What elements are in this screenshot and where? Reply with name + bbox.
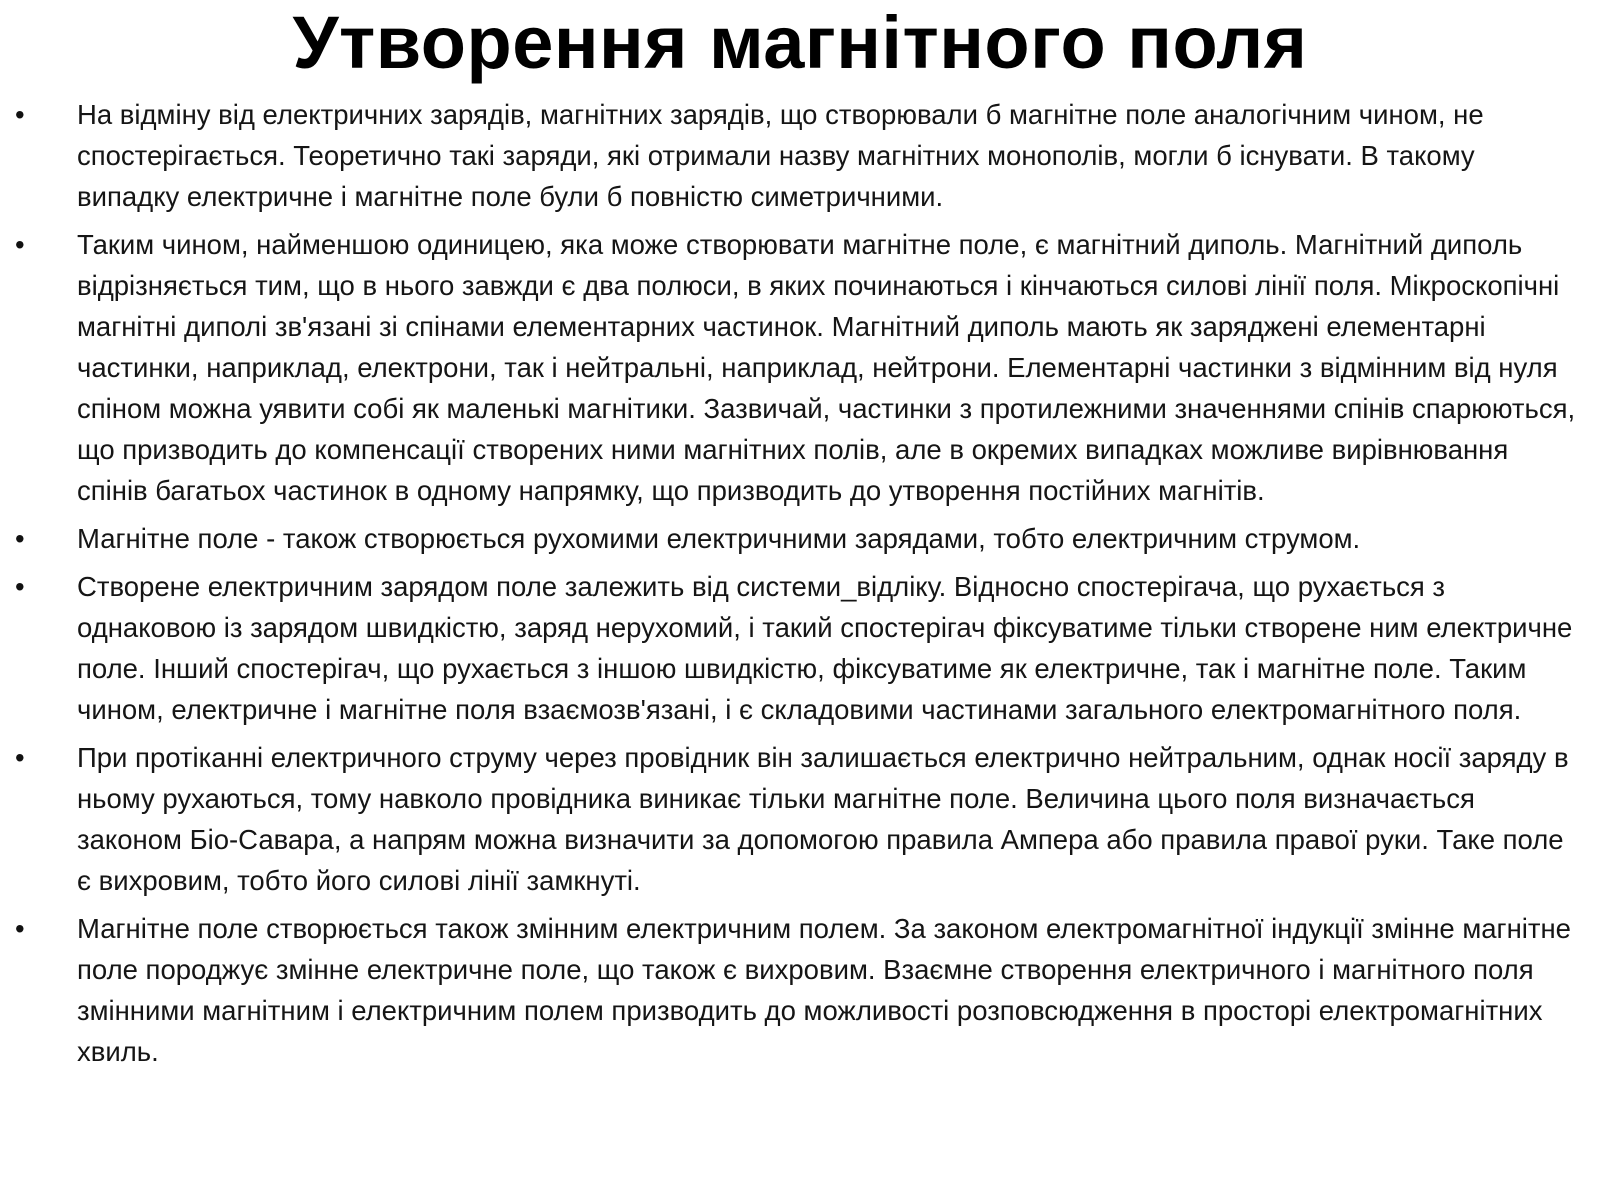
bullet-paragraph-1 [0,94,1600,217]
bullet-dot-icon: • [15,229,25,260]
paragraph-text: На відміну від електричних зарядів, магнітних зарядів, що створювали б магнітне поле аналогічним чином, не спостерігається. Теоретично такі заряди, які отримали назву магнітних монополів, могли б існувати. В такому випадку електричне і магнітне поле були б повністю симетричними. [77,99,1484,212]
bullet-paragraph-4 [0,566,1600,730]
bullet-paragraph-5 [0,737,1600,901]
bullet-dot-icon: • [15,523,25,554]
bullet-paragraph-6 [0,908,1600,1072]
bullet-paragraph-2 [0,224,1600,511]
paragraph-text: При протіканні електричного струму через провідник він залишається електрично нейтральним, однак носії заряду в ньому рухаються, тому навколо провідника виникає тільки магнітне поле. Величина цього поля визначається законом Біо-Савара, а напрям можна визначити за допомогою правила Ампера або правила правої руки. Таке поле є вихровим, тобто його силові лінії замкнуті. [77,742,1569,896]
paragraph-text: Таким чином, найменшою одиницею, яка може створювати магнітне поле, є магнітний диполь. Магнітний диполь відрізняється тим, що в нього завжди є два полюси, в яких починаються і кінчаються силові лінії поля. Мікроскопічні магнітні диполі зв'язані зі спінами елементарних частинок. Магнітний диполь мають як заряджені елементарні частинки, наприклад, електрони, так і нейтральні, наприклад, нейтрони. Елементарні частинки з відмінним від нуля спіном можна уявити собі як маленькі магнітики. Зазвичай, частинки з протилежними значеннями спінів спарюються, що призводить до компенсації створених ними магнітних полів, але в окремих випадках можливе вирівнювання спінів багатьох частинок в одному напрямку, що призводить до утворення постійних магнітів. [77,229,1576,506]
bullet-dot-icon: • [15,913,25,944]
paragraph-text: Магнітне поле - також створюється рухомими електричними зарядами, тобто електричним струмом. [77,523,1361,554]
bullet-dot-icon: • [15,99,25,130]
bullet-list [0,94,1600,1079]
bullet-paragraph-3 [0,518,1600,559]
paragraph-text: Створене електричним зарядом поле залежить від системи_відліку. Відносно спостерігача, що рухається з однаковою із зарядом швидкістю, заряд нерухомий, і такий спостерігач фіксуватиме тільки створене ним електричне поле. Інший спостерігач, що рухається з іншою швидкістю, фіксуватиме як електричне, так і магнітне поле. Таким чином, електричне і магнітне поля взаємозв'язані, і є складовими частинами загального електромагнітного поля. [77,571,1573,725]
bullet-dot-icon: • [15,742,25,773]
slide-title: Утворення магнітного поля [292,1,1308,84]
bullet-dot-icon: • [15,571,25,602]
paragraph-text: Магнітне поле створюється також змінним електричним полем. За законом електромагнітної індукції змінне магнітне поле породжує змінне електричне поле, що також є вихровим. Взаємне створення електричного і магнітного поля змінними магнітним і електричним полем призводить до можливості розповсюдження в просторі електромагнітних хвиль. [77,913,1571,1067]
